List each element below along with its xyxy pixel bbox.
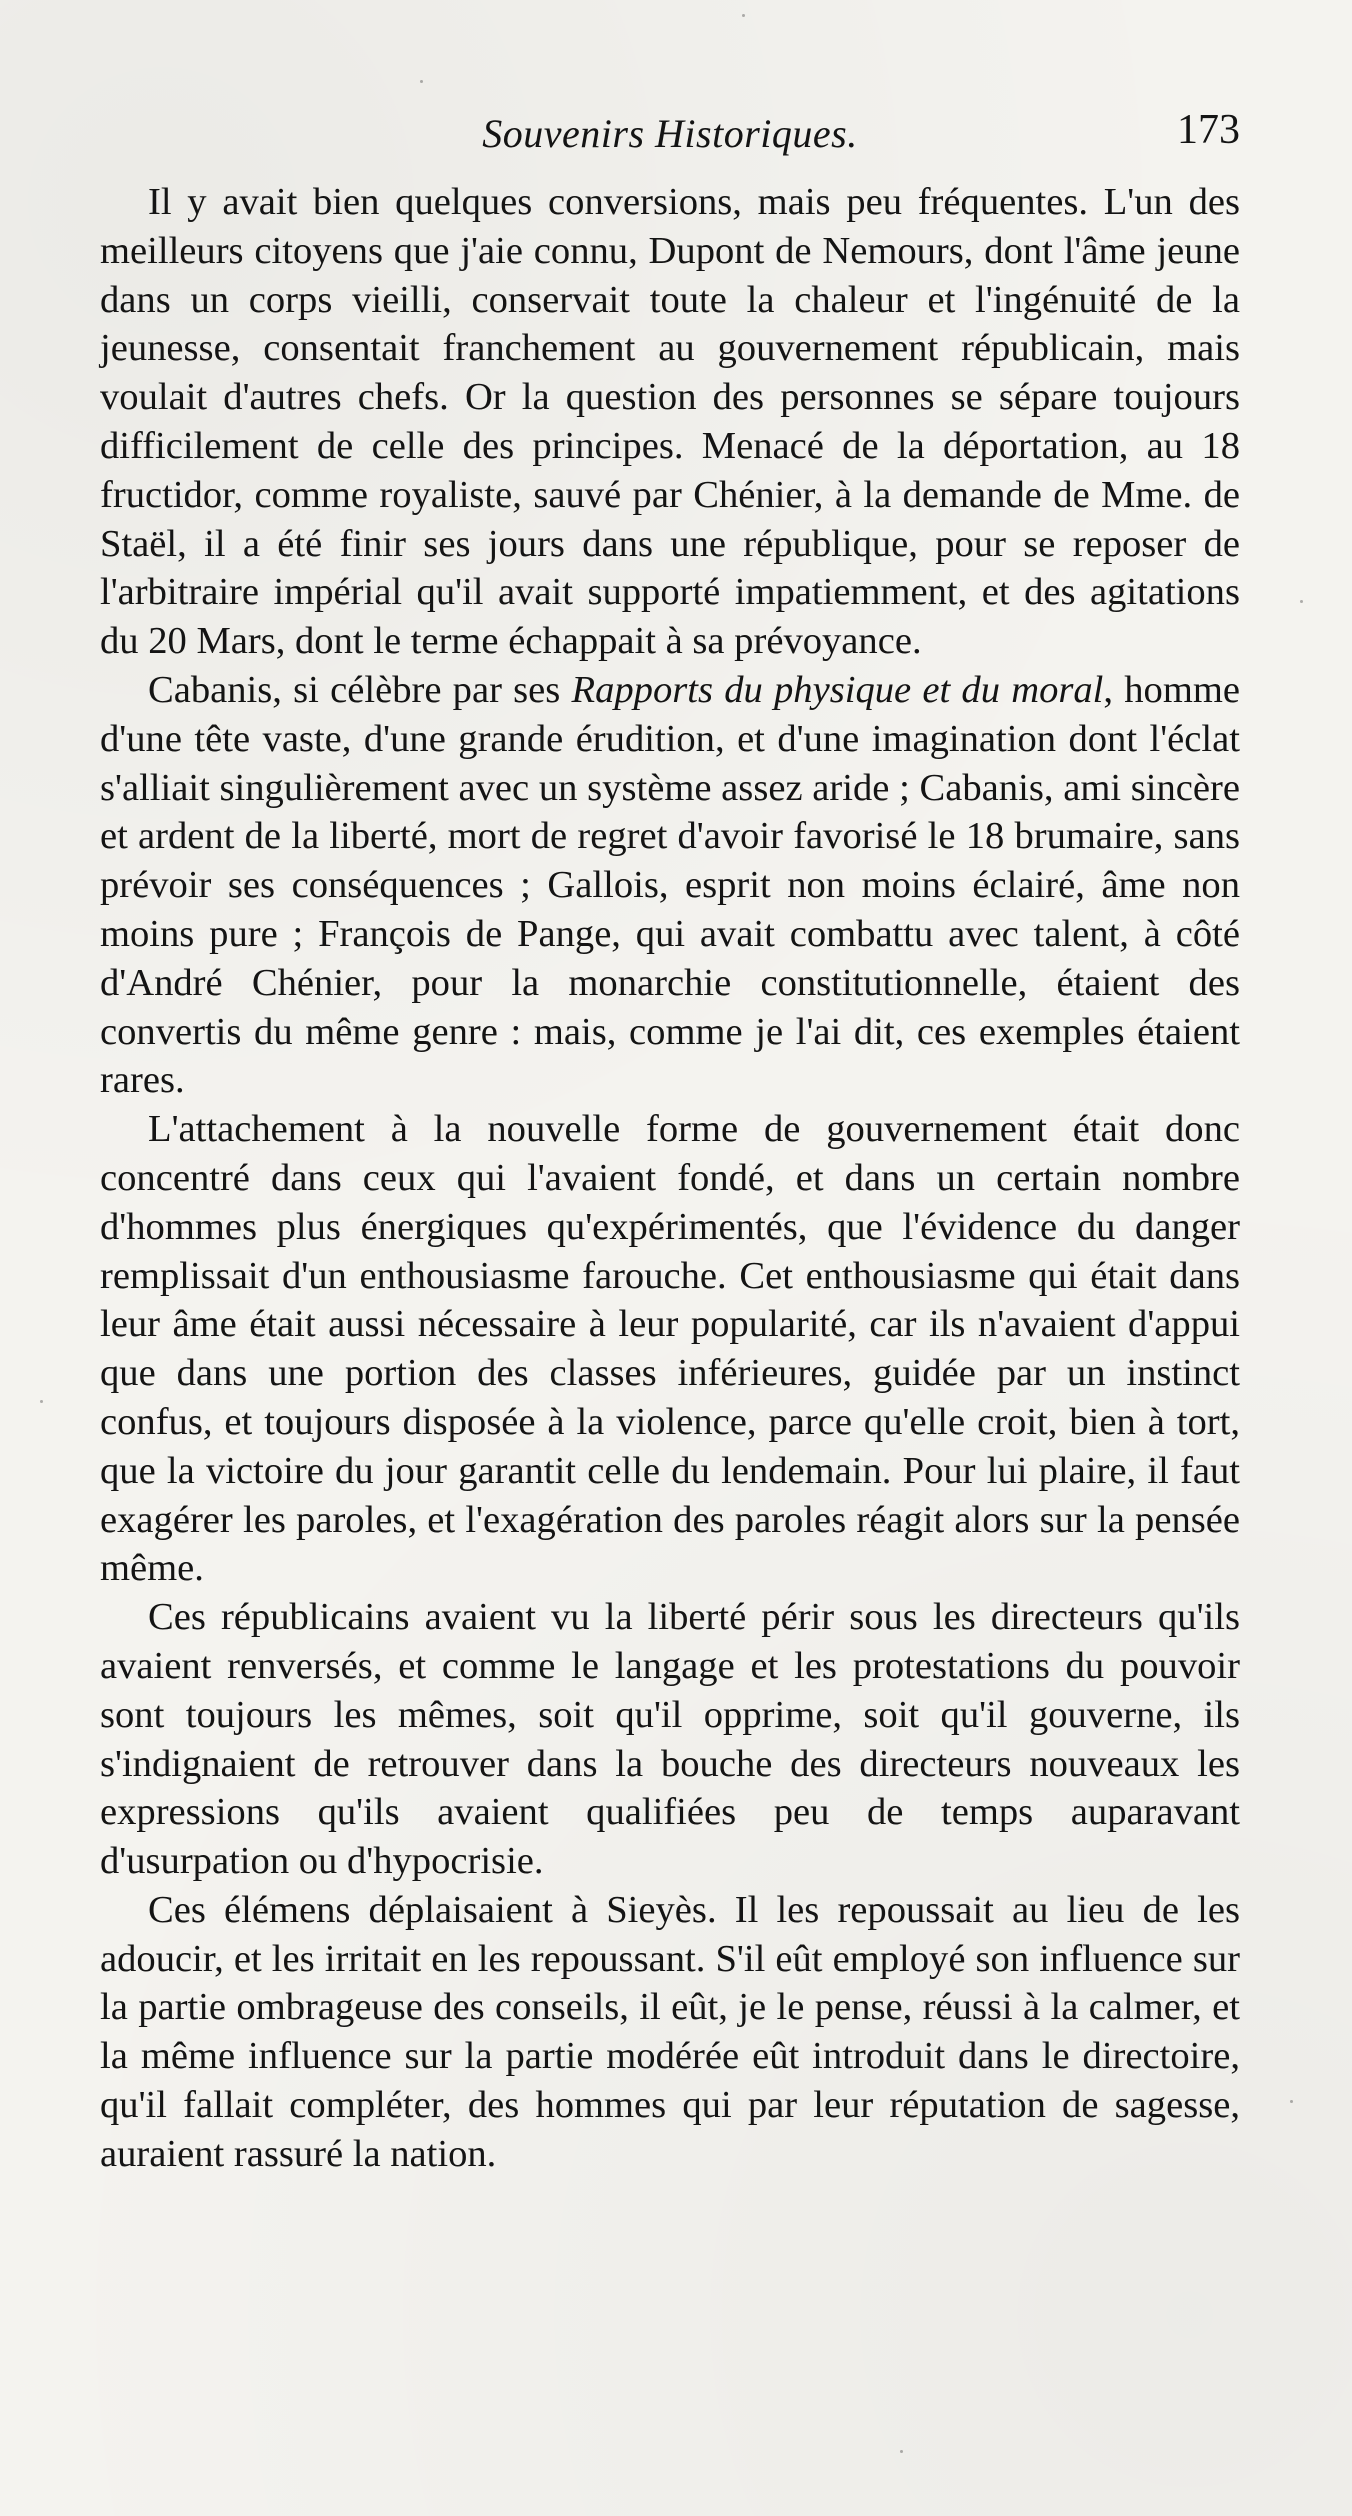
book-title-rapports: Rapports du physique et du moral (571, 668, 1104, 711)
paragraph-sieyes: Ces élémens déplaisaient à Sieyès. Il les repoussait au lieu de les adoucir, et les irritait en les repoussant. S'il eût employé son influence sur la partie ombrageuse des conseils, il eût, je le pense, réussi à la calmer, et la même influence sur la partie modérée eût introduit dans le directoire, qu'il fallait compléter, des hommes qui par leur réputation de sagesse, auraient rassuré la nation. (100, 1888, 1240, 2175)
paragraph-cabanis-lead: Cabanis, si célèbre par ses (148, 668, 572, 711)
print-speck (742, 14, 745, 17)
paragraph-dupont: Il y avait bien quelques conversions, mais peu fréquentes. L'un des meilleurs citoyens que j'aie connu, Dupont de Nemours, dont l'âme jeune dans un corps vieilli, conservait toute la chaleur et l'ingénuité de la jeunesse, consentait franchement au gouvernement républicain, mais voulait d'autres chefs. Or la question des personnes se sépare toujours difficilement de celle des principes. Menacé de la déportation, au 18 fructidor, comme royaliste, sauvé par Chénier, à la demande de Mme. de Staël, il a été finir ses jours dans une république, pour se reposer de l'arbitraire impérial qu'il avait supporté impatiemment, et des agitations du 20 Mars, dont le terme échappait à sa prévoyance. (100, 181, 1240, 663)
running-title: Souvenirs Historiques. (482, 111, 858, 156)
print-speck (40, 1400, 43, 1403)
paragraph-republicains: Ces républicains avaient vu la liberté périr sous les directeurs qu'ils avaient renversés, et comme le langage et les protestations du pouvoir sont toujours les mêmes, soit qu'il opprime, soit qu'il gouverne, ils s'indignaient de retrouver dans la bouche des directeurs nouveaux les expressions qu'ils avaient qualifiées peu de temps auparavant d'usurpation ou d'hypocrisie. (100, 1596, 1240, 1883)
paragraph-attachement: L'attachement à la nouvelle forme de gouvernement était donc concentré dans ceux qui l'avaient fondé, et dans un certain nombre d'hommes plus énergiques qu'expérimentés, que l'évidence du danger remplissait d'un enthousiasme farouche. Cet enthousiasme qui était dans leur âme était aussi nécessaire à leur popularité, car ils n'avaient d'appui que dans une portion des classes inférieures, guidée par un instinct confus, et toujours disposée à la violence, parce qu'elle croit, bien à tort, que la victoire du jour garantit celle du lendemain. Pour lui plaire, il faut exagérer les paroles, et l'exagération des paroles réagit alors sur la pensée même. (100, 1108, 1240, 1590)
running-head (100, 107, 1240, 170)
print-speck (420, 80, 423, 83)
paragraph-cabanis (100, 666, 1240, 1105)
paragraph-cabanis-rest: , homme d'une tête vaste, d'une grande érudition, et d'une imagination dont l'éclat s'alliait singulièrement avec un système assez aride ; Cabanis, ami sincère et ardent de la liberté, mort de regret d'avoir favorisé le 18 brumaire, sans prévoir ses conséquences ; Gallois, esprit non moins éclairé, âme non moins pure ; François de Pange, qui avait combattu avec talent, à côté d'André Chénier, pour la monarchie constitutionnelle, étaient des convertis du même genre : mais, comme je l'ai dit, ces exemples étaient rares. (100, 668, 1240, 1102)
body-text (100, 178, 1240, 2179)
print-speck (1300, 600, 1303, 603)
print-speck (900, 2450, 903, 2453)
print-speck (1290, 2100, 1293, 2103)
page-number: 173 (1177, 107, 1240, 153)
